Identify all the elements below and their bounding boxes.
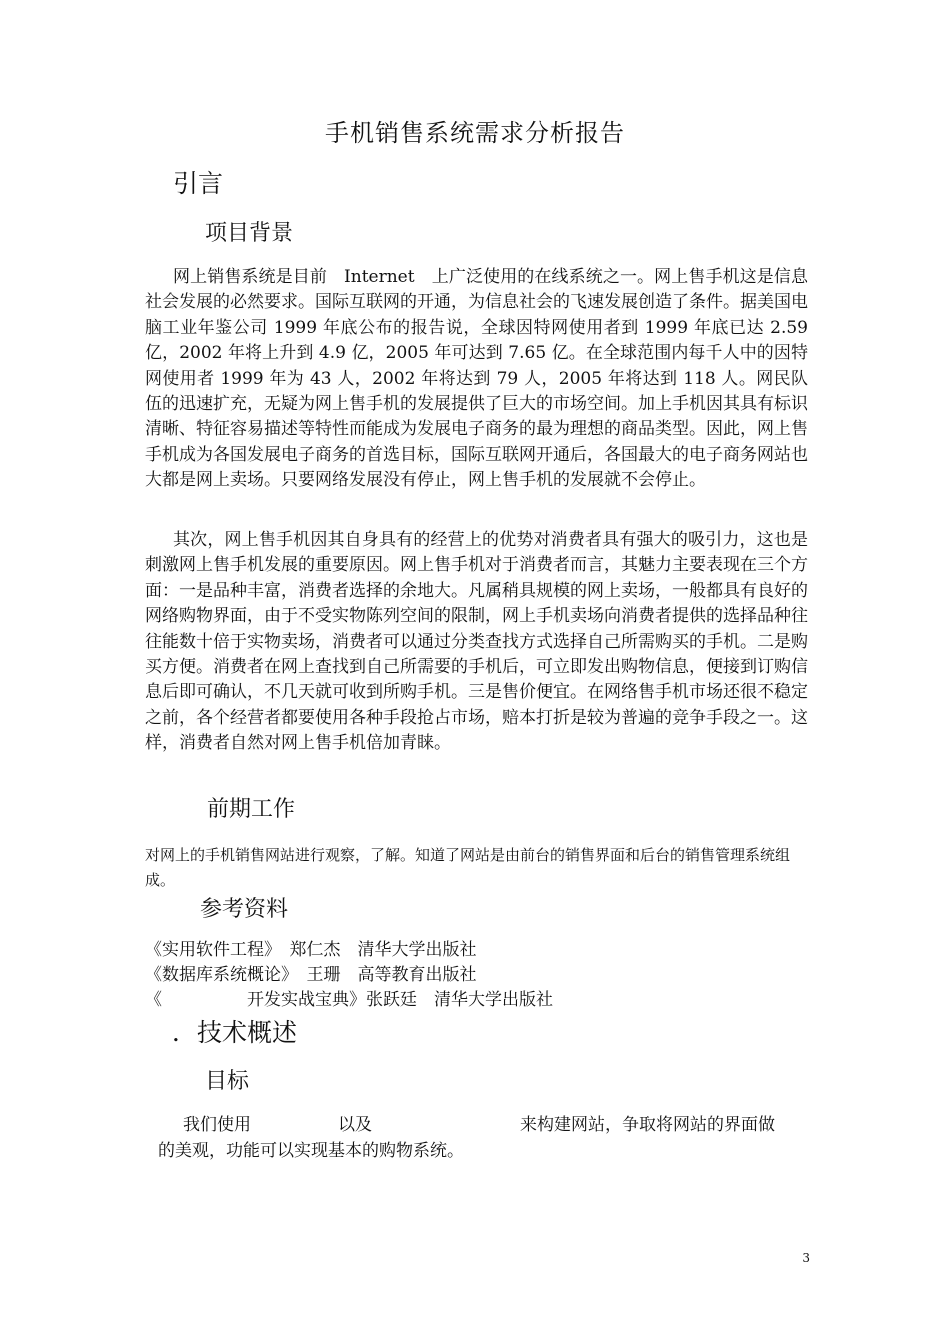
subsection-heading-background: 项目背景 — [205, 221, 294, 246]
subsection-heading-goal: 目标 — [205, 1069, 250, 1094]
goal-text-segment-3: 来构建网站，争取将网站的界面做 — [520, 1115, 775, 1135]
background-paragraph-2: 其次，网上售手机因其自身具有的经营上的优势对消费者具有强大的吸引力，这也是刺激网上售手机发展的重要原因。网上售手机对于消费者而言，其魅力主要表现在三个方面：一是品种丰富，消费者选择的余地大。凡属稍具规模的网上卖场，一般都具有良好的网络购物界面，由于不受实物陈列空间的限制，网上手机卖场向消费者提供的选择品种往往能数十倍于实物卖场，消费者可以通过分类查找方式选择自己所需购买的手机。二是购买方便。消费者在网上查找到自己所需要的手机后，可立即发出购物信息，便接到订购信息后即可确认，不几天就可收到所购手机。三是售价便宜。在网络售手机市场还很不稳定之前，各个经营者都要使用各种手段抢占市场，赔本打折是较为普遍的竞争手段之一。这样，消费者自然对网上售手机倍加青睐。 — [145, 530, 808, 754]
section-heading-intro: 引言 — [173, 169, 224, 198]
reference-item-1: 《实用软件工程》 郑仁杰 清华大学出版社 — [145, 940, 477, 960]
background-paragraph-1: 网上销售系统是目前 Internet 上广泛使用的在线系统之一。网上售手机这是信息社会发展的必然要求。国际互联网的开通，为信息社会的飞速发展创造了条件。据美国电脑工业年鉴公司 1999 年底公布的报告说，全球因特网使用者到 1999 年底已达 2.59 亿，2002 年将上升到 4.9 亿，2005 年可达到 7.65 亿。在全球范围内每千人中的因特网使用者 1999 年为 43 人，2002 年将达到 79 人，2005 年将达到 118 人。网民队伍的迅速扩充，无疑为网上售手机的发展提供了巨大的市场空间。加上手机因其具有标识清晰、特征容易描述等特性而能成为发展电子商务的最为理想的商品类型。因此，网上售手机成为各国发展电子商务的首选目标，国际互联网开通后，各国最大的电子商务网站也大都是网上卖场。只要网络发展没有停止，网上售手机的发展就不会停止。 — [145, 267, 808, 491]
goal-line-1 — [158, 1112, 808, 1138]
reference-item-2: 《数据库系统概论》 王珊 高等教育出版社 — [145, 965, 477, 985]
page-number: 3 — [802, 1251, 810, 1265]
subsection-heading-references: 参考资料 — [200, 897, 289, 922]
section-heading-tech-overview: ．技术概述 — [172, 1018, 298, 1047]
subsection-heading-prework: 前期工作 — [207, 797, 296, 822]
goal-paragraph — [158, 1112, 808, 1164]
goal-text-segment-2: 以及 — [338, 1115, 372, 1135]
prework-paragraph: 对网上的手机销售网站进行观察，了解。知道了网站是由前台的销售界面和后台的销售管理系统组成。 — [145, 846, 791, 889]
goal-line-2: 的美观，功能可以实现基本的购物系统。 — [158, 1141, 464, 1161]
goal-text-segment-1: 我们使用 — [183, 1115, 251, 1135]
document-title: 手机销售系统需求分析报告 — [325, 119, 625, 147]
reference-item-3: 《 开发实战宝典》张跃廷 清华大学出版社 — [145, 990, 553, 1010]
